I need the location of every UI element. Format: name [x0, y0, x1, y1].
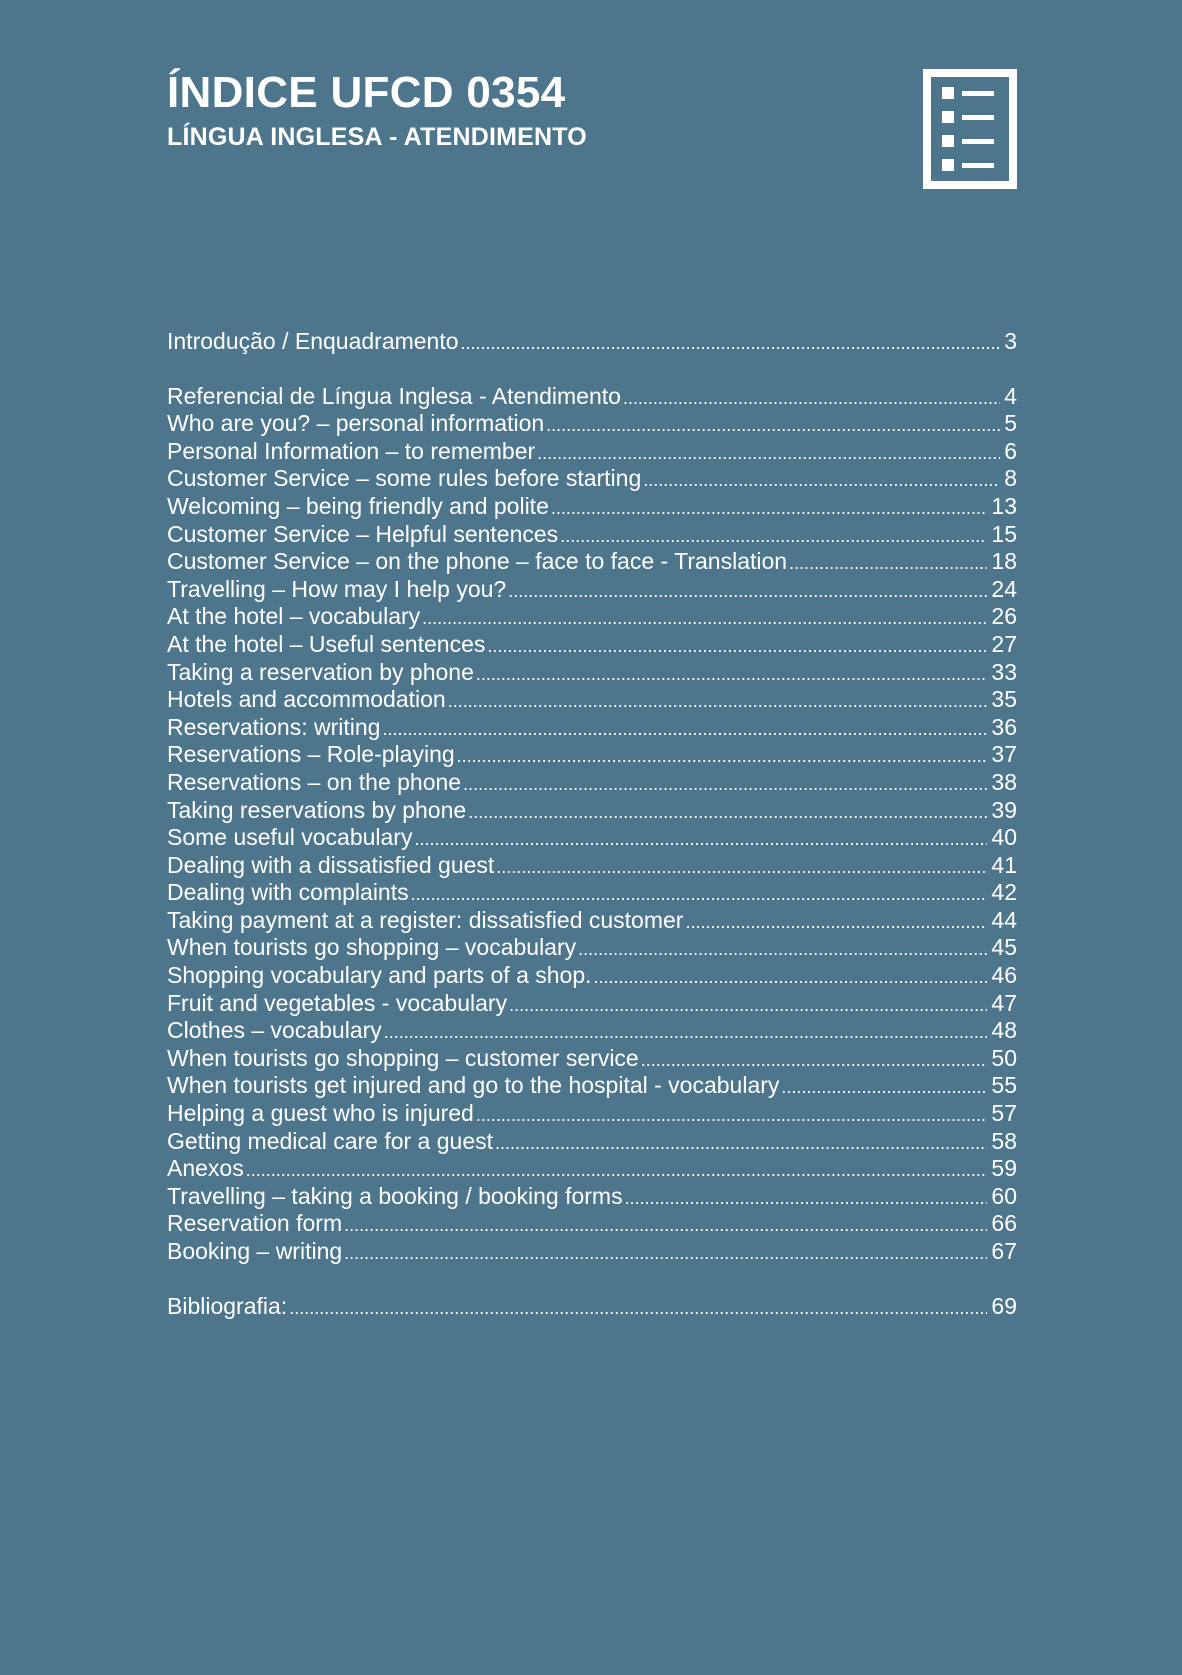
dot-leader — [461, 330, 1001, 358]
toc-entry-page: 45 — [991, 934, 1017, 961]
toc-entry-page: 55 — [991, 1072, 1017, 1099]
dot-leader — [476, 1102, 988, 1130]
toc-entry-page: 42 — [991, 879, 1017, 906]
toc-entry[interactable] — [167, 659, 1017, 687]
toc-entry-page: 69 — [991, 1292, 1017, 1319]
toc-entry-page: 50 — [991, 1044, 1017, 1071]
dot-leader — [382, 716, 987, 744]
dot-leader — [578, 936, 987, 964]
toc-entry-title: Dealing with complaints — [167, 879, 409, 906]
toc-entry-title: Taking reservations by phone — [167, 796, 467, 823]
dot-leader — [641, 1047, 988, 1075]
toc-entry-title: Bibliografia: — [167, 1292, 288, 1319]
toc-entry-page: 8 — [1004, 465, 1017, 492]
toc-entry-page: 60 — [991, 1182, 1017, 1209]
toc-entry-title: Customer Service – Helpful sentences — [167, 520, 559, 547]
toc-entry[interactable] — [167, 686, 1017, 714]
toc-entry-page: 4 — [1004, 382, 1017, 409]
toc-entry[interactable] — [167, 769, 1017, 797]
dot-leader — [422, 605, 987, 633]
toc-entry-page: 46 — [991, 962, 1017, 989]
dot-leader — [495, 1130, 987, 1158]
toc-entry-title: Travelling – taking a booking / booking forms — [167, 1182, 623, 1209]
table-of-contents — [167, 328, 1017, 1320]
dot-leader — [344, 1240, 987, 1268]
toc-entry-page: 41 — [991, 851, 1017, 878]
toc-entry[interactable] — [167, 521, 1017, 549]
toc-entry-title: Customer Service – some rules before starting — [167, 465, 642, 492]
toc-entry-title: Who are you? – personal information — [167, 410, 545, 437]
toc-entry-page: 39 — [991, 796, 1017, 823]
toc-entry-title: Personal Information – to remember — [167, 437, 536, 464]
toc-entry-title: Introdução / Enquadramento — [167, 328, 459, 354]
dot-leader — [414, 826, 987, 854]
toc-entry-title: Customer Service – on the phone – face to face - Translation — [167, 548, 788, 575]
toc-entry[interactable] — [167, 1017, 1017, 1045]
toc-entry[interactable] — [167, 990, 1017, 1018]
dot-leader — [789, 550, 987, 578]
toc-entry-title: When tourists get injured and go to the hospital - vocabulary — [167, 1072, 780, 1099]
toc-entry-title: At the hotel – Useful sentences — [167, 630, 486, 657]
toc-entry-page: 15 — [991, 520, 1017, 547]
toc-entry-intro[interactable] — [167, 328, 1017, 356]
dot-leader — [246, 1157, 988, 1185]
toc-entry-title: Helping a guest who is injured — [167, 1100, 474, 1127]
toc-entry-page: 27 — [991, 630, 1017, 657]
toc-entry-page: 35 — [991, 686, 1017, 713]
document-header — [167, 66, 867, 152]
toc-entry-page: 44 — [991, 906, 1017, 933]
toc-entry[interactable] — [167, 465, 1017, 493]
toc-entry[interactable] — [167, 1155, 1017, 1183]
toc-entry[interactable] — [167, 438, 1017, 466]
toc-entry-page: 5 — [1004, 410, 1017, 437]
toc-entry-title: Reservations – on the phone — [167, 768, 462, 795]
toc-entry-page: 38 — [991, 768, 1017, 795]
toc-entry-title: Referencial de Língua Inglesa - Atendimento — [167, 382, 621, 409]
toc-entry-title: Taking a reservation by phone — [167, 658, 474, 685]
dot-leader — [344, 1212, 987, 1240]
toc-entry-page: 6 — [1004, 437, 1017, 464]
toc-entry[interactable] — [167, 1100, 1017, 1128]
page-title: ÍNDICE UFCD 0354 — [167, 68, 566, 117]
toc-entry[interactable] — [167, 383, 1017, 411]
toc-entry-page: 18 — [991, 548, 1017, 575]
dot-leader — [537, 440, 1000, 468]
toc-entry-page: 47 — [991, 989, 1017, 1016]
dot-leader — [487, 633, 987, 661]
dot-leader — [643, 467, 1000, 495]
page-subtitle: LÍNGUA INGLESA - ATENDIMENTO — [167, 123, 587, 151]
dot-leader — [781, 1074, 987, 1102]
toc-entry[interactable] — [167, 879, 1017, 907]
toc-entry-title: Anexos — [167, 1155, 244, 1182]
dot-leader — [546, 412, 1000, 440]
toc-entry[interactable] — [167, 1183, 1017, 1211]
toc-entry-title: Dealing with a dissatisfied guest — [167, 851, 495, 878]
toc-entry-title: Some useful vocabulary — [167, 824, 413, 851]
toc-entry[interactable] — [167, 1072, 1017, 1100]
toc-entry-page: 67 — [991, 1238, 1017, 1264]
toc-entry-page: 59 — [991, 1155, 1017, 1182]
toc-entry-page: 37 — [991, 741, 1017, 768]
toc-entry-title: When tourists go shopping – vocabulary — [167, 934, 577, 961]
dot-leader — [685, 909, 987, 937]
dot-leader — [411, 881, 988, 909]
toc-entry[interactable] — [167, 1210, 1017, 1238]
toc-entry-title: Booking – writing — [167, 1238, 343, 1264]
toc-entry-page: 3 — [1004, 328, 1017, 354]
toc-entry[interactable] — [167, 797, 1017, 825]
toc-entry[interactable] — [167, 824, 1017, 852]
toc-entry-page: 24 — [991, 575, 1017, 602]
toc-entry-title: Welcoming – being friendly and polite — [167, 492, 549, 519]
toc-entry[interactable] — [167, 1128, 1017, 1156]
toc-entry-title: Taking payment at a register: dissatisfied customer — [167, 906, 684, 933]
toc-entry[interactable] — [167, 962, 1017, 990]
toc-entry-title: Reservations – Role-playing — [167, 741, 455, 768]
toc-entry-title: At the hotel – vocabulary — [167, 603, 421, 630]
toc-entry-title: Travelling – How may I help you? — [167, 575, 507, 602]
toc-entry-page: 58 — [991, 1127, 1017, 1154]
toc-entry-page: 13 — [991, 492, 1017, 519]
toc-entry-page: 66 — [991, 1210, 1017, 1237]
document-list-icon — [923, 69, 1017, 189]
toc-entry-list — [167, 383, 1017, 1266]
dot-leader — [551, 495, 988, 523]
toc-entry[interactable] — [167, 934, 1017, 962]
dot-leader — [463, 771, 987, 799]
toc-entry[interactable] — [167, 631, 1017, 659]
toc-entry-page: 48 — [991, 1017, 1017, 1044]
toc-entry-title: Reservations: writing — [167, 713, 381, 740]
toc-entry[interactable] — [167, 907, 1017, 935]
dot-leader — [623, 385, 1000, 413]
toc-entry[interactable] — [167, 576, 1017, 604]
toc-entry-title: Shopping vocabulary and parts of a shop. — [167, 962, 592, 989]
toc-entry-title: Fruit and vegetables - vocabulary — [167, 989, 508, 1016]
toc-entry[interactable] — [167, 603, 1017, 631]
toc-entry-title: When tourists go shopping – customer service — [167, 1044, 639, 1071]
dot-leader — [496, 854, 987, 882]
toc-entry-title: Hotels and accommodation — [167, 686, 446, 713]
dot-leader — [468, 799, 987, 827]
dot-leader — [625, 1185, 988, 1213]
toc-entry[interactable] — [167, 493, 1017, 521]
dot-leader — [509, 992, 987, 1020]
dot-leader — [560, 523, 987, 551]
toc-entry-page: 40 — [991, 824, 1017, 851]
dot-leader — [289, 1295, 987, 1323]
toc-entry[interactable] — [167, 410, 1017, 438]
dot-leader — [457, 743, 988, 771]
toc-entry-title: Reservation form — [167, 1210, 343, 1237]
toc-entry[interactable] — [167, 741, 1017, 769]
toc-entry-title: Clothes – vocabulary — [167, 1017, 382, 1044]
toc-entry-page: 36 — [991, 713, 1017, 740]
toc-entry-page: 57 — [991, 1100, 1017, 1127]
toc-entry[interactable] — [167, 852, 1017, 880]
toc-entry-page: 26 — [991, 603, 1017, 630]
dot-leader — [508, 578, 987, 606]
toc-entry-bibliography[interactable] — [167, 1293, 1017, 1321]
toc-entry[interactable] — [167, 714, 1017, 742]
toc-entry-page: 33 — [991, 658, 1017, 685]
toc-entry-title: Getting medical care for a guest — [167, 1127, 493, 1154]
dot-leader — [476, 661, 988, 689]
toc-entry[interactable] — [167, 1045, 1017, 1073]
dot-leader — [384, 1019, 988, 1047]
dot-leader — [448, 688, 988, 716]
dot-leader — [594, 964, 988, 992]
toc-entry[interactable] — [167, 548, 1017, 576]
toc-entry[interactable] — [167, 1238, 1017, 1266]
